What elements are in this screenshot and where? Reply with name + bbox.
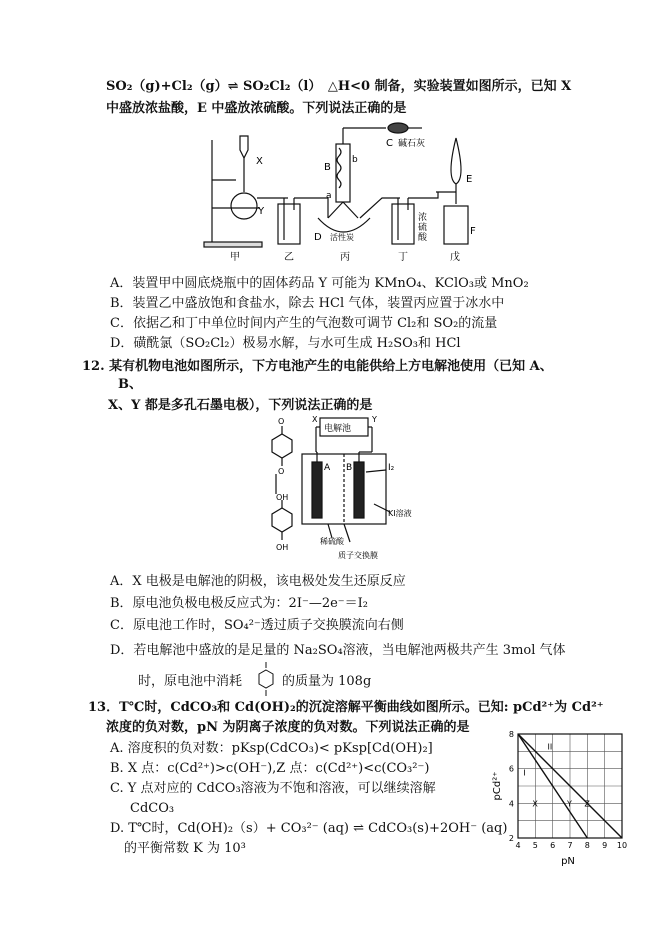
- y-tick-label: 8: [508, 730, 514, 739]
- label-membrane: 质子交换膜: [338, 551, 378, 560]
- q13-option-b: B. X 点：c(Cd²⁺)>c(OH⁻),Z 点：c(Cd²⁺)<c(CO₃²⁻): [110, 761, 430, 776]
- q13-option-d-cont: 的平衡常数 K 为 10³: [124, 841, 246, 856]
- label-jia: 甲: [230, 252, 240, 263]
- label-bing: 丙: [340, 252, 350, 263]
- x-tick-label: 6: [550, 841, 556, 850]
- series-label: II: [547, 742, 553, 752]
- quinone-structure-icon: [256, 660, 276, 700]
- q13-option-d: D. T℃时，Cd(OH)₂（s）+ CO₃²⁻ (aq) ⇌ CdCO₃(s)+2OH⁻ (aq): [110, 821, 508, 836]
- q12-stem-line3: X、Y 都是多孔石墨电极），下列说法正确的是: [108, 398, 373, 413]
- x-tick-label: 7: [567, 841, 573, 850]
- label-I2: I₂: [388, 463, 395, 473]
- label-cell: 电解池: [324, 424, 352, 434]
- label-OH-top: OH: [276, 493, 289, 502]
- y-tick-label: 6: [508, 764, 514, 774]
- q12-option-a: A．X 电极是电解池的阴极，该电极处发生还原反应: [110, 574, 406, 589]
- label-A: A: [324, 463, 331, 473]
- apparatus-figure: [200, 122, 500, 264]
- label-B2: B: [346, 463, 353, 473]
- label-a: a: [326, 191, 332, 201]
- point-label: X: [532, 799, 538, 809]
- q12-option-d-cont-b: 的质量为 108g: [282, 674, 372, 689]
- x-tick-label: 9: [602, 841, 608, 850]
- label-OH-bottom: OH: [276, 543, 289, 552]
- label-O-bottom: O: [278, 467, 285, 476]
- label-yi: 乙: [284, 252, 294, 263]
- q13-option-a: A. 溶度积的负对数：pKsp(CdCO₃)< pKsp[Cd(OH)₂]: [110, 741, 433, 756]
- label-lime: 碱石灰: [398, 139, 426, 149]
- label-Y2: Y: [372, 415, 377, 424]
- chart-xlabel: pN: [561, 856, 575, 867]
- label-D: D: [314, 232, 322, 243]
- point-label: Y: [567, 799, 572, 809]
- label-X2: X: [312, 415, 318, 424]
- q13-option-c-cont: CdCO₃: [130, 801, 175, 816]
- q13-option-c: C. Y 点对应的 CdCO₃溶液为不饱和溶液，可以继续溶解: [110, 781, 436, 796]
- label-O-top: O: [278, 417, 285, 426]
- q11-stem-line2: 中盛放浓盐酸，E 中盛放浓硫酸。下列说法正确的是: [106, 101, 407, 116]
- x-tick-label: 10: [616, 841, 628, 850]
- label-ding: 丁: [398, 252, 408, 263]
- q12-stem-line1: 12. 某有机物电池如图所示，下方电池产生的电能供给上方电解池使用（已知 A、: [82, 359, 553, 374]
- q12-stem-line2: B、: [118, 377, 142, 392]
- label-E: E: [466, 174, 473, 185]
- q12-option-b: B．原电池负极电极反应式为：2I⁻—2e⁻＝I₂: [110, 596, 368, 611]
- q12-option-d-cont-a: 时，原电池中消耗: [138, 674, 243, 689]
- q12-option-c: C．原电池工作时，SO₄²⁻透过质子交换膜流向右侧: [110, 618, 404, 633]
- q12-option-d: D．若电解池中盛放的是足量的 Na₂SO₄溶液，当电解池两极共产生 3mol 气体: [110, 643, 566, 658]
- x-tick-label: 8: [584, 841, 590, 850]
- label-ki: KI溶液: [388, 509, 412, 518]
- q11-option-b: B．装置乙中盛放饱和食盐水，除去 HCl 气体，装置丙应置于冰水中: [110, 296, 505, 311]
- solubility-chart: [488, 724, 638, 870]
- point-label: Z: [584, 799, 590, 809]
- q13-stem-line2: 浓度的负对数，pN 为阴离子浓度的负对数。下列说法正确的是: [106, 720, 470, 735]
- label-Y: Y: [258, 206, 265, 217]
- x-tick-label: 5: [532, 841, 538, 850]
- q11-stem-line1: SO₂（g)+Cl₂（g）⇌ SO₂Cl₂（l） △H<0 制备，实验装置如图所示，已知 X: [106, 79, 572, 94]
- series-label: I: [523, 768, 526, 778]
- y-tick-label: 4: [508, 799, 514, 809]
- y-tick-label: 2: [508, 834, 514, 843]
- q11-option-a: A．装置甲中圆底烧瓶中的固体药品 Y 可能为 KMnO₄、KClO₃或 MnO₂: [110, 276, 529, 291]
- label-b: b: [352, 155, 358, 165]
- label-conc2: 硫: [418, 223, 428, 233]
- q13-stem-line1: 13．T℃时，CdCO₃和 Cd(OH)₂的沉淀溶解平衡曲线如图所示。已知: pCd²⁺为 Cd²⁺: [88, 700, 604, 715]
- label-conc1: 浓: [418, 213, 428, 223]
- label-X: X: [256, 156, 263, 167]
- battery-figure: [268, 412, 428, 562]
- q11-option-c: C．依据乙和丁中单位时间内产生的气泡数可调节 Cl₂和 SO₂的流量: [110, 316, 498, 331]
- chart-ylabel: pCd²⁺: [492, 771, 503, 801]
- label-wu: 戊: [450, 252, 460, 263]
- label-acid: 稀硫酸: [320, 537, 344, 546]
- label-C: C: [386, 138, 393, 149]
- label-B: B: [324, 162, 331, 173]
- label-F: F: [470, 226, 476, 237]
- q11-option-d: D．磺酰氯（SO₂Cl₂）极易水解，与水可生成 H₂SO₃和 HCl: [110, 336, 461, 351]
- x-tick-label: 4: [515, 841, 521, 850]
- label-carbon: 活性炭: [330, 233, 354, 242]
- label-conc3: 酸: [418, 233, 428, 243]
